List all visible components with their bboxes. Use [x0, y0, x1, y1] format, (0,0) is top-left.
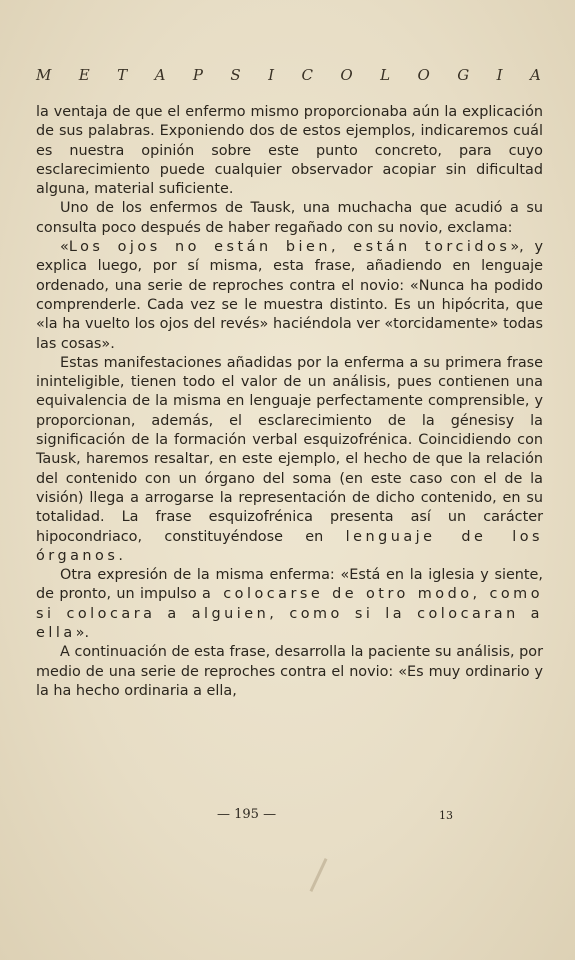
text-run: la ventaja de que el enfermo mismo proporcionaba aún la explicación de sus palabras. Exponiendo dos de estos ejemplos, indicaremos cuál es nuestra opinión sobre este punto concreto, para cuyo esclarecimiento puede cualquier observador acopiar sin dificultad alguna, material suficiente. [36, 104, 543, 198]
header-letter: O [340, 66, 353, 84]
pencil-mark [310, 858, 328, 892]
header-letter: A [154, 66, 166, 84]
text-run: Estas manifestaciones añadidas por la enferma a su primera frase ininteligible, tienen todo el valor de un análisis, pues contienen una equivalencia de la misma en lenguaje perfectamente comprensible, y proporcionan, además, el esclarecimiento de la génesisy la significación de la formación verbal esquizofrénica. Coincidiendo con Tausk, haremos resaltar, en este ejemplo, el hecho de que la relación del contenido con un órgano del soma (en este caso con el de la visión) llega a arrogarse la representación de dicho contenido, en su totalidad. La frase esquizofrénica presenta así un carácter hipocondriaco, constituyéndose en [36, 354, 543, 545]
text-run: A continuación de esta frase, desarrolla la paciente su análisis, por medio de una serie de reproches contra el novio: «Es muy ordinario y la ha hecho ordinaria a ella, [36, 644, 543, 699]
header-letter: P [192, 66, 203, 84]
text-run: Uno de los enfermos de Tausk, una muchacha que acudió a su consulta poco después de haber regañado con su novio, exclama: [36, 200, 543, 236]
header-letter: E [78, 66, 90, 84]
text-run: Otra expresión de la misma enferma: «Está en la iglesia y siente, de pronto, un impulso [36, 567, 543, 603]
spaced-text: lenguaje de los órganos [36, 528, 543, 564]
header-letter: L [380, 66, 391, 84]
text-run: », y explica luego, por sí misma, esta frase, añadiendo en lenguaje ordenado, una serie de reproches contra el novio: «Nunca ha podido comprenderle. Cada vez se le muestra distinto. Es un hipócrita, que «la ha vuelto los ojos del revés» haciéndola ver «torcidamente» todas las cosas». [36, 239, 543, 352]
header-letter: T [117, 66, 128, 84]
header-letter: S [230, 66, 241, 84]
header-letter: A [529, 66, 541, 84]
header-letter: O [417, 66, 430, 84]
paragraph [36, 199, 543, 238]
signature-mark: 13 [439, 809, 453, 822]
text-run: . [118, 547, 123, 564]
header-letter: I [268, 66, 275, 84]
text-run: « [60, 239, 69, 256]
page-number: — 195 — [217, 807, 277, 822]
body-text [36, 103, 543, 701]
paragraph [36, 643, 543, 701]
paragraph [36, 103, 543, 199]
text-run: ». [75, 625, 90, 642]
paragraph [36, 238, 543, 354]
paragraph [36, 566, 543, 643]
spaced-text: Los ojos no están bien, están torcidos [68, 239, 511, 256]
header-letter: G [457, 66, 470, 84]
spaced-text: a colocarse de otro modo, como si colocara a alguien, como si la colocaran a ella [36, 586, 543, 642]
paragraph [36, 354, 543, 566]
header-letter: I [496, 66, 503, 84]
running-header [36, 66, 541, 84]
header-letter: M [36, 66, 52, 84]
header-letter: C [301, 66, 313, 84]
